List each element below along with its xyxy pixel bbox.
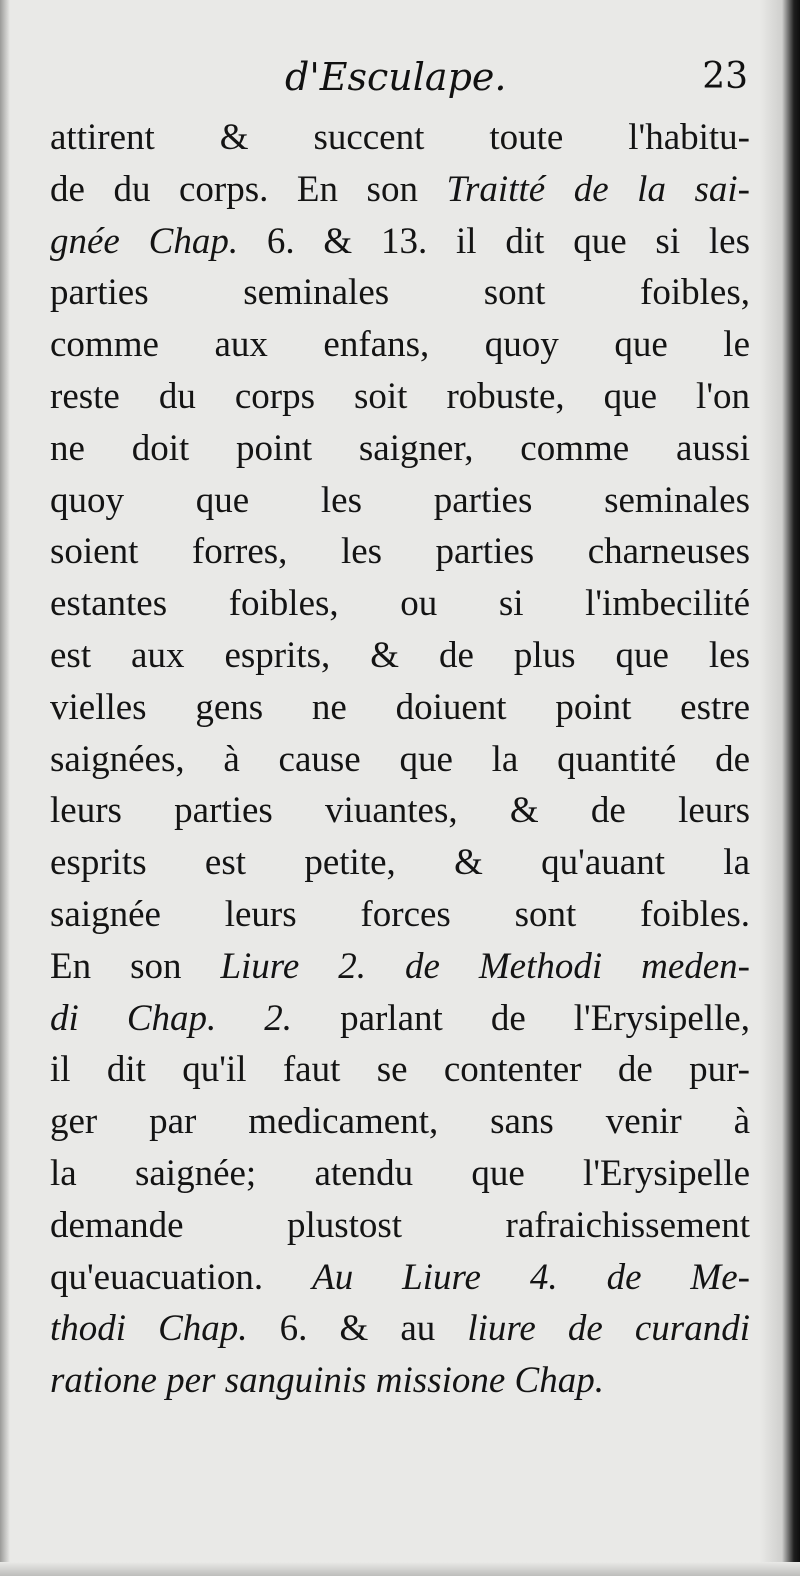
text-line: di Chap. 2. parlant de l'Erysipelle, [50, 997, 750, 1039]
text-line: esprits est petite, & qu'auant la [50, 842, 750, 884]
text-line: est aux esprits, & de plus que les [50, 634, 750, 676]
text-line: attirent & succent toute l'habitu- [50, 117, 750, 158]
page-left-edge-shadow [0, 0, 10, 1576]
text-line: ger par medicament, sans venir à [50, 1101, 750, 1143]
running-title: d'Esculape. [285, 55, 507, 99]
text-line: leurs parties viuantes, & de leurs [50, 790, 750, 832]
text-line: estantes foibles, ou si l'imbecilité [50, 583, 750, 625]
text-line: saignées, à cause que la quantité de [50, 738, 750, 780]
text-line: comme aux enfans, quoy que le [50, 324, 750, 366]
page-header [50, 52, 750, 112]
text-line: gnée Chap. 6. & 13. il dit que si les [50, 220, 750, 262]
text-line: soient forres, les parties charneuses [50, 531, 750, 573]
text-line: la saignée; atendu que l'Erysipelle [50, 1152, 750, 1194]
text-line: En son Liure 2. de Methodi meden- [50, 945, 751, 987]
body-text [50, 112, 750, 1407]
text-line: il dit qu'il faut se contenter de pur- [50, 1049, 750, 1091]
text-line: thodi Chap. 6. & au liure de curandi [50, 1308, 750, 1350]
text-line: de du corps. En son Traitté de la sai- [50, 168, 750, 210]
page-gutter-shadow [760, 0, 800, 1576]
text-line: demande plustost rafraichissement [50, 1204, 750, 1246]
text-line: parties seminales sont foibles, [50, 272, 750, 314]
text-line: qu'euacuation. Au Liure 4. de Me- [50, 1256, 750, 1298]
text-line: ratione per sanguinis missione Chap. [50, 1360, 604, 1402]
text-line: reste du corps soit robuste, que l'on [50, 375, 750, 417]
page-bottom-edge-shadow [0, 1562, 800, 1576]
page-number: 23 [702, 56, 748, 97]
text-line: saignée leurs forces sont foibles. [50, 893, 750, 935]
text-line: quoy que les parties seminales [50, 479, 750, 521]
text-line: ne doit point saigner, comme aussi [50, 427, 750, 469]
text-line: vielles gens ne doiuent point estre [50, 686, 750, 728]
